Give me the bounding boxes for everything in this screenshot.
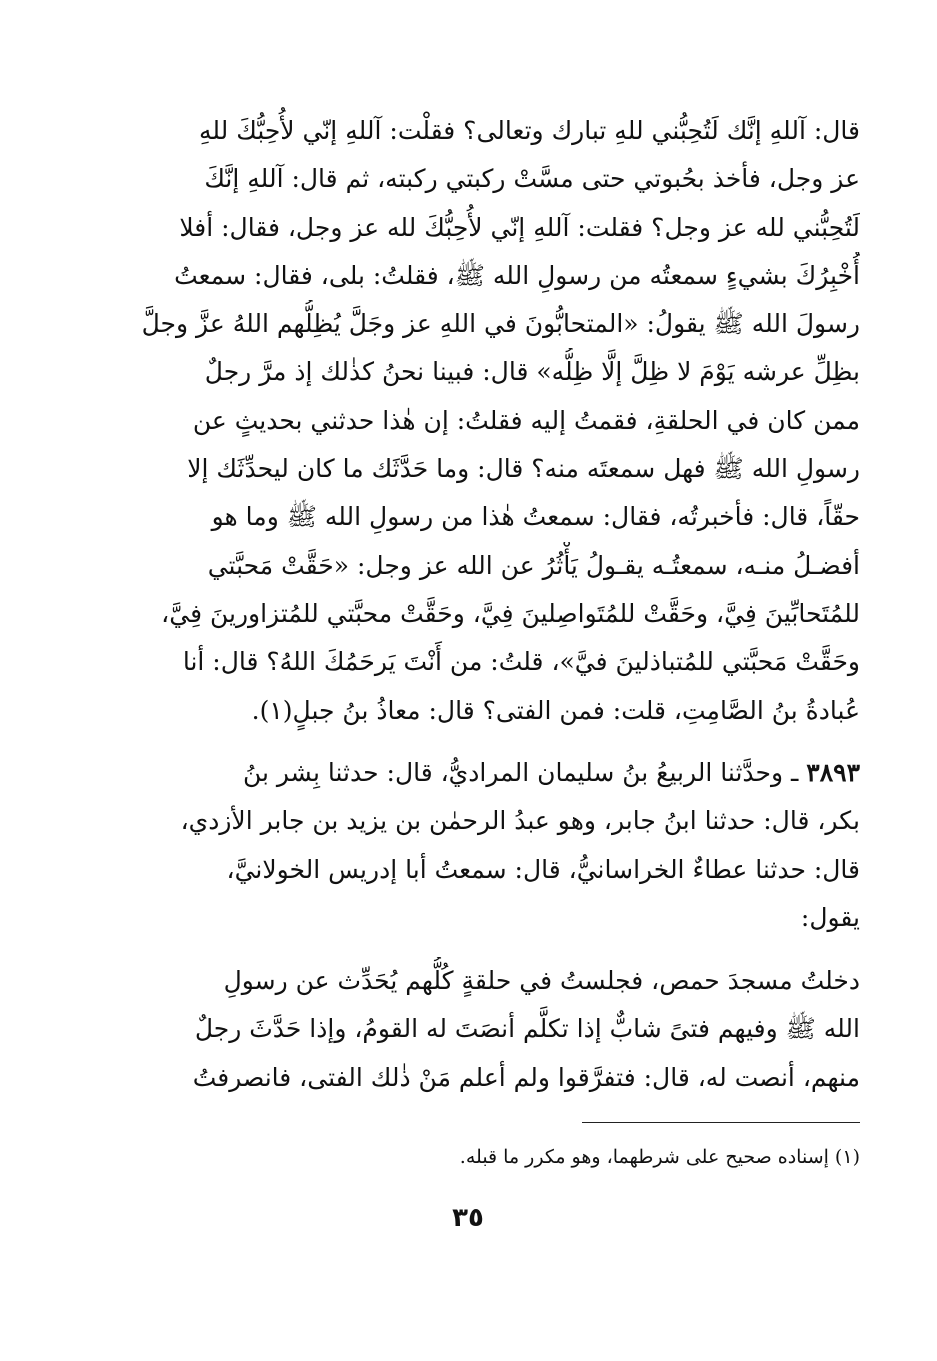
text-line: للمُتَحابِّينَ فِيَّ، وحَقَّتْ للمُتَواصِلينَ فِيَّ، وحَقَّتْ محبَّتي للمُتزاورينَ فِيَّ، xyxy=(161,598,860,628)
text-line: ـ وحدَّثنا الربيعُ بنُ سليمان المراديُّ، قال: حدثنا بِشر بنُ xyxy=(242,758,799,787)
text-line: رسولِ الله ﷺ فهل سمعتَه منه؟ قال: وما حَدَّثَك ما كان ليحدِّثَك إلا xyxy=(187,454,860,484)
text-line: أفضـلُ منـه، سمعتُـه يقـولُ يَأْثُرُ عن الله عز وجل: «حَقَّتْ مَحبَّتي xyxy=(207,550,860,580)
text-line: دخلتُ مسجدَ حمص، فجلستُ في حلقةٍ كُلُّهم يُحَدِّث عن رسولِ xyxy=(223,966,860,995)
page-number: ٣٥ xyxy=(452,1203,484,1233)
text-line: قال: حدثنا عطاءٌ الخراسانيُّ، قال: سمعتُ أبا إدريس الخولانيَّ، xyxy=(226,854,860,884)
text-line: يقول: xyxy=(800,902,860,932)
hadith-number: ٣٨٩٣ xyxy=(806,758,860,787)
text-line: رسولَ الله ﷺ يقولُ: «المتحابُّونَ في اللهِ عز وجَلَّ يُظِلُّهم اللهُ عزَّ وجلَّ xyxy=(141,309,860,339)
text-line: بظِلِّ عرشه يَوْمَ لا ظِلَّ إلَّا ظِلُّه» قال: فبينا نحنُ كذٰلك إذ مرَّ رجلٌ xyxy=(204,357,860,387)
text-line: عُبادةُ بنُ الصَّامِتِ، قلت: فمن الفتى؟ قال: معاذُ بنُ جبلٍ(١). xyxy=(251,695,860,725)
hadith-paragraph-2 xyxy=(130,749,860,954)
text-line: عز وجل، فأخذ بحُبوتي حتى مسَّتْ ركبتي ركبته، ثم قال: آللهِ إنَّكَ xyxy=(204,164,860,194)
text-line: منهم، أنصت له، قال: فتفرَّقوا ولم أعلم مَنْ ذٰلك الفتى، فانصرفتُ xyxy=(192,1062,860,1092)
text-line: بكر، قال: حدثنا ابنُ جابر، وهو عبدُ الرحمٰن بن يزيد بن جابر الأزدي، xyxy=(180,806,860,836)
hadith-paragraph-3 xyxy=(130,957,860,1117)
footnote: (١) إسناده صحيح على شرطهما، وهو مكرر ما قبله. xyxy=(459,1146,860,1168)
text-line: أُخْبِرُكَ بشيءٍ سمعتُه من رسولِ الله ﷺ، فقلتُ: بلى، فقال: سمعتُ xyxy=(174,260,860,290)
text-line: لَتُحِبُّني لله عز وجل؟ فقلت: آللهِ إنّي لأُحِبُّكَ لله عز وجل، فقال: أفلا xyxy=(179,212,860,242)
text-line-with-number xyxy=(130,749,860,797)
text-line: ممن كان في الحلقةِ، فقمتُ إليه فقلتُ: إن هٰذا حدثني بحديثٍ عن xyxy=(192,405,860,435)
text-line: حقّاً، قال: فأخبرتُه، فقال: سمعتُ هٰذا من رسولِ الله ﷺ وما هو xyxy=(211,502,860,532)
text-line: وحَقَّتْ مَحبَّتي للمُتباذلينَ فيَّ»، قلتُ: من أَنْتَ يَرحَمُكَ اللهُ؟ قال: أنا xyxy=(182,647,860,677)
footnote-divider xyxy=(582,1122,860,1123)
text-line: الله ﷺ وفيهم فتىً شابٌّ إذا تكلَّم أنصَتَ له القومُ، وإذا حَدَّثَ رجلٌ xyxy=(194,1014,860,1044)
text-line: قال: آللهِ إنَّك لَتُحِبُّني للهِ تبارك وتعالى؟ فقلْت: آللهِ إنّي لأُحِبُّكَ للهِ xyxy=(199,116,860,145)
hadith-paragraph-1 xyxy=(130,107,860,747)
